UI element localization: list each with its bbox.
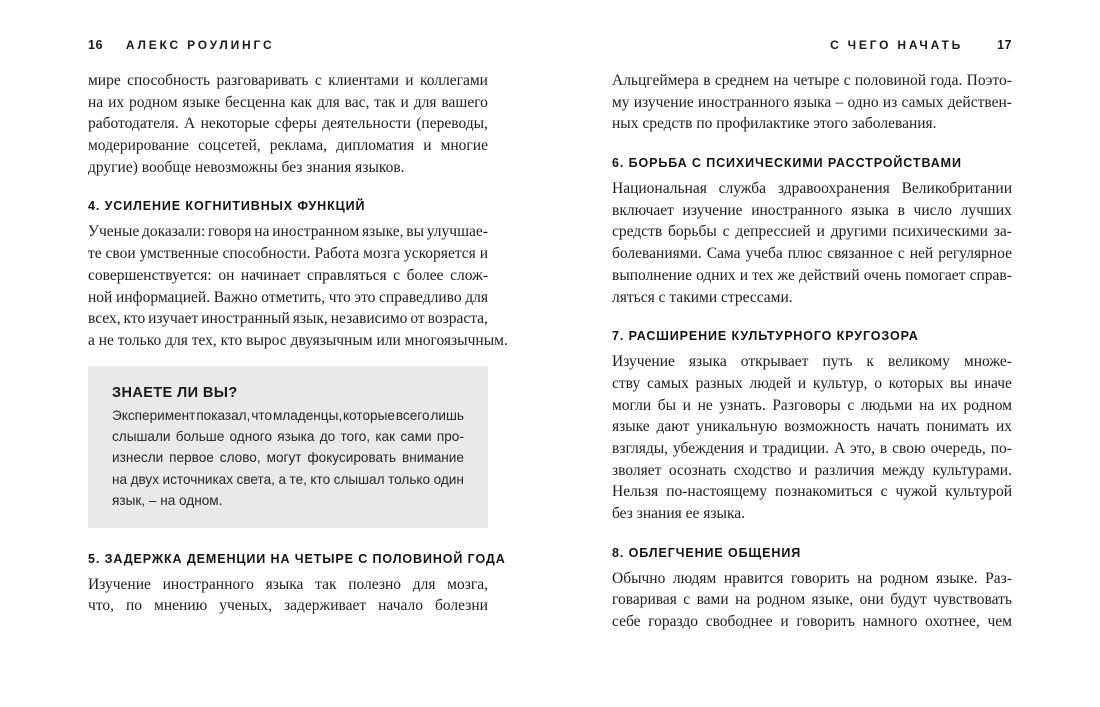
page-number-right: 17 (997, 38, 1012, 52)
text-line: Эксперимент показал, что младенцы, которые всего лишь (112, 407, 464, 423)
text-line: языке дают уникальную возможность начать понимать их (612, 418, 1012, 436)
text-line: на их родном языке бесценна как для вас, так и для вашего (88, 93, 488, 111)
text-line: Национальная служба здравоохранения Великобритании (612, 180, 1012, 198)
text-line: на двух источниках света, а те, кто слышал только один (112, 471, 464, 487)
text-line: говаривая с вами на родном языке, они будут чувствовать (612, 591, 1012, 609)
text-line: Обычно людям нравится говорить на родном языке. Раз- (612, 569, 1012, 587)
text-line: слышали больше одного языка до того, как сами про- (112, 428, 464, 444)
paragraph (612, 70, 1012, 135)
text-line: модерирование соцсетей, реклама, дипломатия и многие (88, 137, 488, 155)
text-line: Ученые доказали: говоря на иностранном языке, вы улучшае- (88, 223, 488, 241)
paragraph (88, 221, 508, 351)
running-title-right: С ЧЕГО НАЧАТЬ (830, 38, 964, 52)
page-number-left: 16 (88, 38, 103, 52)
text-line: включает изучение иностранного языка в число лучших (612, 201, 1012, 219)
text-line: Альцгеймера в среднем на четыре с половиной года. Поэто- (612, 72, 1012, 89)
text-line: болеваниями. Сама учеба плюс связанное с ней регулярное (612, 245, 1012, 263)
running-title-left: АЛЕКС РОУЛИНГС (125, 38, 275, 52)
infobox-title: ЗНАЕТЕ ЛИ ВЫ? (112, 384, 238, 401)
page-body-right (612, 70, 1012, 633)
text-line: средств борьбы с депрессией и другими психическими за- (612, 223, 1012, 241)
text-line: ляться с такими стрессами. (612, 288, 793, 306)
text-line: без знания ее языка. (612, 505, 745, 522)
paragraph (88, 70, 488, 178)
text-line: другие) вообще невозможны без знания языков. (88, 158, 405, 176)
text-line: выполнение одних и тех же действий очень помогает справ- (612, 266, 1012, 284)
running-head-left (88, 38, 488, 52)
section-heading: 7. РАСШИРЕНИЕ КУЛЬТУРНОГО КРУГОЗОРА (612, 329, 919, 344)
text-line: работодателя. А некоторые сферы деятельности (переводы, (88, 115, 488, 133)
text-line: ству самых разных людей и культур, о которых вы иначе (612, 374, 1012, 392)
running-head-right (612, 38, 1012, 52)
text-line: а не только для тех, кто вырос двуязычным или многоязычным. (88, 331, 508, 349)
text-line: ной информацией. Важно отметить, что это справедливо для (88, 288, 488, 306)
text-line: всех, кто изучает иностранный язык, независимо от возраста, (88, 310, 488, 328)
paragraph (88, 574, 488, 617)
text-line: могли бы и не узнать. Разговоры с людьми на их родном (612, 396, 1012, 414)
text-line: совершенствуется: он начинает справляться с более слож- (88, 266, 488, 284)
section-heading: 4. УСИЛЕНИЕ КОГНИТИВНЫХ ФУНКЦИЙ (88, 199, 366, 214)
paragraph (612, 178, 1012, 308)
text-line: изнесли первое слово, могут фокусировать внимание (112, 450, 464, 466)
text-line: Нельзя по-настоящему познакомиться с чужой культурой (612, 483, 1012, 501)
text-line: Изучение языка открывает путь к великому множе- (612, 353, 1012, 371)
section-heading: 8. ОБЛЕГЧЕНИЕ ОБЩЕНИЯ (612, 545, 802, 560)
text-line: ных средств по профилактике этого заболевания. (612, 115, 937, 133)
paragraph (612, 351, 1012, 525)
page-body-left (88, 70, 508, 617)
text-line: что, по мнению ученых, задерживает начало болезни (88, 597, 488, 615)
page-right (612, 38, 1012, 633)
text-line: му изучение иностранного языка – одно из самых действен- (612, 93, 1012, 111)
text-line: взгляды, убеждения и традиции. А это, в свою очередь, по- (612, 439, 1012, 457)
section-heading: 6. БОРЬБА С ПСИХИЧЕСКИМИ РАССТРОЙСТВАМИ (612, 156, 962, 171)
text-line: зволяет осознать сходство и различия между культурами. (612, 461, 1012, 479)
text-line: Изучение иностранного языка так полезно для мозга, (88, 575, 488, 593)
text-line: те свои умственные способности. Работа мозга ускоряется и (88, 245, 488, 263)
page-left (88, 38, 508, 617)
section-heading: 5. ЗАДЕРЖКА ДЕМЕНЦИИ НА ЧЕТЫРЕ С ПОЛОВИНОЙ ГОДА (88, 551, 506, 566)
paragraph (612, 568, 1012, 633)
text-line: мире способность разговаривать с клиентами и коллегами (88, 72, 488, 89)
text-line: язык, – на одном. (112, 493, 223, 509)
did-you-know-box (88, 366, 488, 528)
text-line: себе гораздо свободнее и говорить намного охотнее, чем (612, 613, 1012, 631)
